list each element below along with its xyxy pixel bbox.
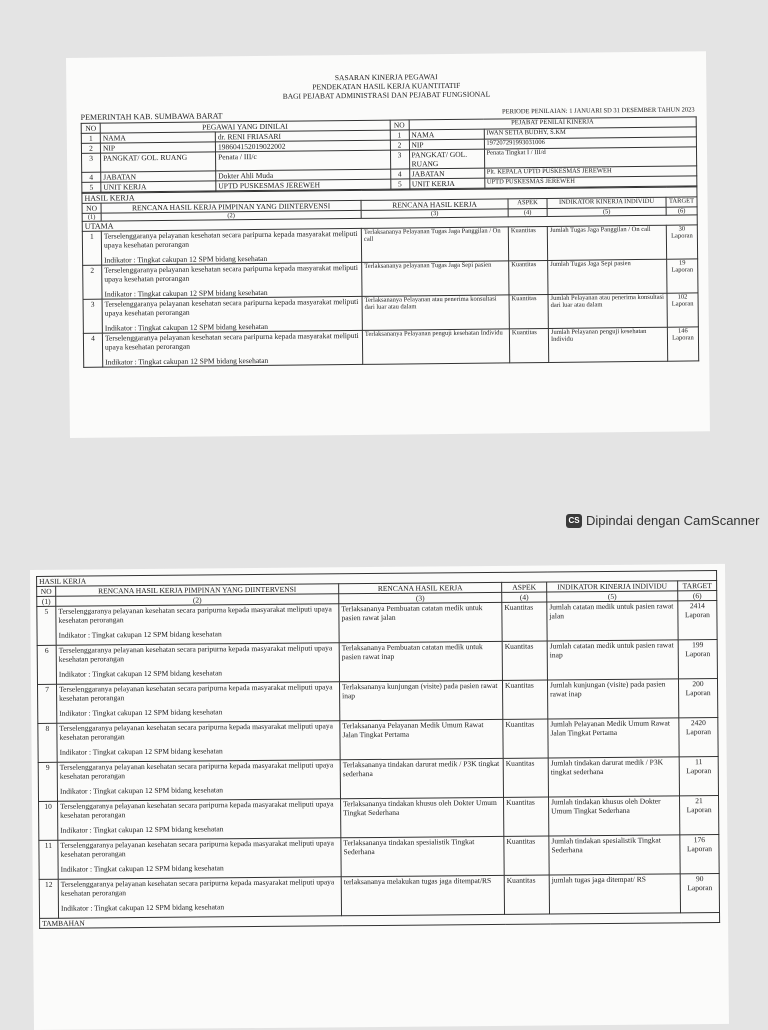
indikator-pimpinan-text: Indikator : Tingkat cakupan 12 SPM bidang kesehatan	[58, 629, 222, 640]
hasil-kerja-table-continued	[36, 570, 720, 929]
target-unit: Laporan	[685, 688, 711, 698]
target-value: 21	[695, 796, 703, 806]
rhk-pimpinan-text: Terselenggaranya pelayanan kesehatan secara paripurna kepada masyarakat meliputi upaya kesehatan perorangan	[60, 877, 335, 898]
colnum: (6)	[678, 591, 717, 601]
indikator-pimpinan-text: Indikator : Tingkat cakupan 12 SPM bidang kesehatan	[104, 321, 268, 333]
target-value: 11	[695, 757, 703, 767]
colnum: (5)	[547, 207, 666, 216]
rhk-pimpinan-cell	[58, 799, 341, 840]
indikator-pimpinan-text: Indikator : Tingkat cakupan 12 SPM bidang kesehatan	[59, 746, 223, 757]
cell-no: 4	[82, 172, 101, 182]
table-row	[37, 640, 717, 685]
iki-cell: Jumlah tindakan darurat medik / P3K tingkat sederhana	[548, 757, 679, 797]
colnum: (2)	[101, 210, 361, 221]
rhk-pimpinan-cell	[57, 721, 340, 762]
rhk-pimpinan-cell	[102, 330, 362, 367]
target-value: 176	[693, 835, 706, 845]
aspek-cell: Kuantitas	[504, 875, 549, 914]
rhk-pimpinan-text: Terselenggaranya pelayanan kesehatan secara paripurna kepada masyarakat meliputi upaya kesehatan perorangan	[104, 330, 359, 352]
target-unit: Laporan	[686, 766, 712, 776]
row-no: 8	[38, 723, 57, 762]
cell-label: JABATAN	[101, 171, 216, 182]
rhk-cell: Terlaksananya Pembuatan catatan medik untuk pasien rawat inap	[339, 641, 502, 681]
iki-cell: Jumlah tindakan khusus oleh Dokter Umum Tingkat Sederhana	[549, 796, 680, 836]
indikator-pimpinan-text: Indikator : Tingkat cakupan 12 SPM bidang kesehatan	[58, 668, 223, 679]
table-row	[37, 601, 717, 646]
target-value: 2414	[689, 601, 705, 611]
rhk-cell: Terlaksananya kunjungan (visite) pada pasien rawat inap	[339, 680, 502, 720]
colnum: (3)	[339, 592, 502, 603]
aspek-cell: Kuantitas	[509, 260, 548, 294]
cell-no: 5	[390, 179, 409, 189]
th-no2: NO	[390, 120, 409, 130]
indikator-pimpinan-text: Indikator : Tingkat cakupan 12 SPM bidang kesehatan	[60, 824, 224, 835]
rhk-pimpinan-text: Terselenggaranya pelayanan kesehatan secara paripurna kepada masyarakat meliputi upaya kesehatan perorangan	[60, 799, 334, 820]
iki-cell: Jumlah catatan medik untuk pasien rawat inap	[547, 640, 678, 680]
rhk-cell: Terlaksananya Pelayanan atau penerima konsultasi dari luar atau dalam	[362, 295, 509, 331]
cell-value: UPTD PUSKESMAS JEREWEH	[484, 176, 697, 188]
aspek-cell: Kuantitas	[503, 758, 548, 797]
target-cell	[680, 834, 719, 873]
cell-label: PANGKAT/ GOL. RUANG	[409, 149, 484, 169]
rhk-cell: Terlaksananya pelayanan Tugas Jaga Sepi pasien	[362, 261, 509, 297]
target-cell	[678, 679, 717, 718]
table-row	[37, 679, 717, 724]
th-rhk-pimpinan: RENCANA HASIL KERJA PIMPINAN YANG DIINTERVENSI	[56, 584, 339, 596]
rhk-pimpinan-cell	[57, 760, 340, 801]
th-target: TARGET	[666, 197, 697, 207]
rhk-pimpinan-cell	[102, 296, 362, 333]
cell-no: 4	[390, 169, 409, 179]
row-no: 3	[83, 299, 102, 333]
rhk-pimpinan-text: Terselenggaranya pelayanan kesehatan secara paripurna kepada masyarakat meliputi upaya kesehatan perorangan	[58, 643, 333, 664]
colnum: (2)	[56, 594, 339, 606]
target-value: 90	[695, 874, 704, 884]
target-value: 30	[678, 225, 686, 233]
cell-value: dr. RENI FRIASARI	[215, 130, 390, 142]
cell-label: NIP	[409, 139, 484, 150]
cell-value: Plt. KEPALA UPTD PUSKESMAS JEREWEH	[484, 166, 697, 178]
th-rhk-pimpinan: RENCANA HASIL KERJA PIMPINAN YANG DIINTERVENSI	[101, 200, 361, 213]
cell-label: NIP	[100, 142, 215, 153]
rhk-cell: terlaksananya melakukan tugas jaga ditempat/RS	[341, 875, 504, 915]
target-unit: Laporan	[685, 649, 711, 659]
rhk-pimpinan-text: Terselenggaranya pelayanan kesehatan secara paripurna kepada masyarakat meliputi upaya kesehatan perorangan	[59, 760, 334, 781]
cell-value: UPTD PUSKESMAS JEREWEH	[216, 179, 391, 191]
cell-no: 2	[390, 140, 409, 150]
iki-cell: Jumlah Tugas Jaga Sepi pasien	[548, 259, 667, 294]
th-pegawai: PEGAWAI YANG DINILAI	[100, 120, 390, 133]
cell-no: 5	[82, 182, 101, 192]
rhk-pimpinan-text: Terselenggaranya pelayanan kesehatan secara paripurna kepada masyarakat meliputi upaya kesehatan perorangan	[60, 838, 334, 859]
table-row	[39, 796, 719, 841]
rhk-pimpinan-text: Terselenggaranya pelayanan kesehatan secara paripurna kepada masyarakat meliputi upaya kesehatan perorangan	[59, 682, 333, 703]
indikator-pimpinan-text: Indikator : Tingkat cakupan 12 SPM bidang kesehatan	[60, 902, 225, 913]
target-cell	[667, 327, 698, 361]
cell-value: Dokter Ahli Muda	[216, 169, 391, 181]
rhk-pimpinan-text: Terselenggaranya pelayanan kesehatan secara paripurna kepada masyarakat meliputi upaya kesehatan perorangan	[103, 228, 358, 250]
cell-label: JABATAN	[409, 168, 484, 179]
rhk-pimpinan-text: Terselenggaranya pelayanan kesehatan secara paripurna kepada masyarakat meliputi upaya kesehatan perorangan	[59, 721, 333, 742]
colnum: (6)	[666, 207, 697, 215]
periode-label: PERIODE PENILAIAN: 1 JANUARI SD 31 DESEMBER TAHUN 2023	[501, 106, 695, 116]
indikator-pimpinan-text: Indikator : Tingkat cakupan 12 SPM bidang kesehatan	[104, 253, 268, 265]
iki-cell: Jumlah tindakan spesialistik Tingkat Sederhana	[549, 835, 680, 875]
target-value: 200	[692, 679, 704, 689]
title-line: PENDEKATAN HASIL KERJA KUANTITATIF	[312, 80, 461, 92]
cell-no: 1	[390, 130, 409, 140]
th-aspek: ASPEK	[508, 198, 547, 208]
colnum: (4)	[508, 208, 547, 216]
identity-table	[81, 116, 698, 192]
cell-no: 1	[81, 133, 100, 143]
rhk-cell: Terlaksananya Pelayanan penguji kesehatan Individu	[362, 329, 509, 365]
aspek-cell: Kuantitas	[509, 328, 548, 362]
th-rhk: RENCANA HASIL KERJA	[339, 582, 502, 593]
aspek-cell: Kuantitas	[509, 294, 548, 328]
row-no: 2	[83, 265, 102, 299]
row-no: 11	[39, 840, 58, 879]
section-hasil-kerja: HASIL KERJA	[82, 187, 697, 203]
row-no: 5	[37, 606, 56, 645]
table-row	[38, 757, 718, 802]
indikator-pimpinan-text: Indikator : Tingkat cakupan 12 SPM bidang kesehatan	[105, 355, 269, 367]
table-row	[39, 873, 719, 918]
iki-cell: Jumlah catatan medik untuk pasien rawat jalan	[547, 601, 678, 641]
target-unit: Laporan	[686, 844, 712, 854]
iki-cell: Jumlah Pelayanan atau penerima konsultasi dari luar atau dalam	[548, 293, 667, 328]
hasil-kerja-table	[81, 186, 699, 367]
table-row	[38, 718, 718, 763]
cell-no: 3	[390, 150, 409, 169]
target-unit: Laporan	[671, 266, 694, 274]
target-cell	[667, 293, 698, 327]
document-title	[66, 69, 706, 103]
rhk-cell: Terlaksananya Pelayanan Tugas Jaga Panggilan / On call	[361, 227, 508, 263]
target-cell	[679, 796, 718, 835]
row-no: 7	[37, 684, 56, 723]
row-no: 12	[39, 879, 58, 918]
section-utama: UTAMA	[82, 215, 697, 231]
colnum: (1)	[82, 213, 101, 221]
rhk-pimpinan-cell	[101, 228, 361, 265]
indikator-pimpinan-text: Indikator : Tingkat cakupan 12 SPM bidang kesehatan	[60, 863, 224, 874]
target-value: 199	[692, 640, 704, 650]
aspek-cell: Kuantitas	[502, 641, 547, 680]
cell-label: NAMA	[409, 129, 484, 140]
cell-no: 2	[81, 143, 100, 153]
th-indikator: INDIKATOR KINERJA INDIVIDU	[547, 581, 678, 592]
target-unit: Laporan	[671, 232, 693, 240]
target-value: 146	[677, 327, 688, 335]
iki-cell: Jumlah Pelayanan Medik Umum Rawat Jalan Tingkat Pertama	[548, 718, 679, 758]
scanned-page-2	[30, 564, 729, 1030]
colnum: (4)	[502, 592, 547, 602]
th-no: NO	[81, 123, 100, 133]
iki-cell: Jumlah Tugas Jaga Panggilan / On call	[547, 225, 666, 260]
rhk-pimpinan-cell	[58, 877, 341, 918]
scanned-page-1	[66, 51, 710, 438]
th-rhk: RENCANA HASIL KERJA	[361, 199, 508, 211]
colnum: (3)	[361, 209, 508, 219]
target-unit: Laporan	[686, 805, 712, 815]
target-value: 19	[678, 259, 686, 267]
aspek-cell: Kuantitas	[504, 836, 549, 875]
rhk-pimpinan-text: Terselenggaranya pelayanan kesehatan secara paripurna kepada masyarakat meliputi upaya kesehatan perorangan	[58, 604, 332, 625]
target-cell	[679, 718, 718, 757]
th-no: NO	[37, 586, 56, 596]
rhk-pimpinan-text: Terselenggaranya pelayanan kesehatan secara paripurna kepada masyarakat meliputi upaya kesehatan perorangan	[104, 262, 358, 284]
colnum: (1)	[37, 596, 56, 606]
row-no: 4	[83, 333, 102, 367]
th-pejabat: PEJABAT PENILAI KINERJA	[409, 117, 697, 130]
target-value: 2420	[690, 718, 706, 728]
section-hasil-kerja: HASIL KERJA	[37, 571, 717, 587]
cell-value: IWAN SETIA BUDHY, S.KM	[484, 127, 697, 139]
iki-cell: jumlah tugas jaga ditempat/ RS	[549, 874, 680, 914]
indikator-pimpinan-text: Indikator : Tingkat cakupan 12 SPM bidang kesehatan	[59, 707, 223, 718]
camscanner-text: Dipindai dengan CamScanner	[586, 513, 760, 528]
rhk-cell: Terlaksananya Pelayanan Medik Umum Rawat Jalan Tingkat Pertama	[340, 719, 503, 759]
cell-no: 3	[81, 153, 100, 172]
section-tambahan: TAMBAHAN	[40, 912, 720, 928]
target-cell	[666, 225, 697, 259]
target-unit: Laporan	[672, 334, 694, 342]
cell-label: NAMA	[100, 132, 215, 143]
indikator-pimpinan-text: Indikator : Tingkat cakupan 12 SPM bidang kesehatan	[104, 287, 268, 299]
target-unit: Laporan	[685, 727, 711, 737]
th-no: NO	[82, 203, 101, 213]
aspek-cell: Kuantitas	[504, 797, 549, 836]
cell-value: 198604152019022002	[215, 140, 390, 152]
th-aspek: ASPEK	[502, 582, 547, 592]
aspek-cell: Kuantitas	[502, 680, 547, 719]
instansi-label: PEMERINTAH KAB. SUMBAWA BARAT	[80, 111, 223, 122]
cell-value: Penata / III/c	[215, 150, 390, 171]
title-line: BAGI PEJABAT ADMINISTRASI DAN PEJABAT FUNGSIONAL	[282, 89, 491, 101]
row-no: 9	[38, 762, 57, 801]
iki-cell: Jumlah Pelayanan penguji kesehatan Individu	[548, 327, 667, 362]
target-cell	[678, 601, 717, 640]
target-unit: Laporan	[671, 300, 694, 308]
target-unit: Laporan	[687, 883, 713, 893]
target-cell	[667, 259, 698, 293]
rhk-pimpinan-cell	[56, 643, 339, 684]
cell-value: 197207291993031006	[484, 137, 697, 149]
table-row	[39, 834, 719, 879]
rhk-pimpinan-cell	[58, 838, 341, 879]
colnum: (5)	[547, 591, 678, 602]
table-row	[83, 327, 698, 367]
row-no: 10	[39, 801, 58, 840]
target-cell	[680, 873, 719, 912]
cell-label: PANGKAT/ GOL. RUANG	[100, 152, 215, 172]
target-unit: Laporan	[684, 610, 710, 620]
iki-cell: Jumlah kunjungan (visite) pada pasien rawat inap	[547, 679, 678, 719]
rhk-cell: Terlaksananya Pembuatan catatan medik untuk pasien rawat jalan	[339, 602, 502, 642]
title-line: SASARAN KINERJA PEGAWAI	[334, 72, 438, 83]
row-no: 1	[82, 231, 101, 265]
cell-label: UNIT KERJA	[409, 178, 484, 189]
rhk-cell: Terlaksananya tindakan spesialistik Tingkat Sederhana	[341, 836, 504, 876]
rhk-pimpinan-cell	[102, 262, 362, 299]
rhk-cell: Terlaksananya tindakan darurat medik / P3K tingkat sederhana	[340, 758, 503, 798]
cell-label: UNIT KERJA	[101, 181, 216, 192]
rhk-pimpinan-cell	[56, 682, 339, 723]
aspek-cell: Kuantitas	[502, 602, 547, 641]
rhk-cell: Terlaksananya tindakan khusus oleh Dokter Umum Tingkat Sederhana	[341, 797, 504, 837]
indikator-pimpinan-text: Indikator : Tingkat cakupan 12 SPM bidang kesehatan	[59, 785, 224, 796]
th-target: TARGET	[678, 581, 717, 591]
camscanner-logo-icon: CS	[566, 514, 582, 528]
rhk-pimpinan-cell	[56, 604, 339, 645]
target-cell	[678, 640, 717, 679]
target-value: 102	[677, 293, 688, 301]
row-no: 6	[37, 645, 56, 684]
target-cell	[679, 757, 718, 796]
th-indikator: INDIKATOR KINERJA INDIVIDU	[547, 197, 666, 208]
cell-value: Penata Tingkat I / III/d	[484, 147, 697, 168]
rhk-pimpinan-text: Terselenggaranya pelayanan kesehatan secara paripurna kepada masyarakat meliputi upaya kesehatan perorangan	[104, 296, 359, 318]
aspek-cell: Kuantitas	[508, 226, 547, 260]
camscanner-watermark	[566, 513, 759, 528]
aspek-cell: Kuantitas	[503, 719, 548, 758]
